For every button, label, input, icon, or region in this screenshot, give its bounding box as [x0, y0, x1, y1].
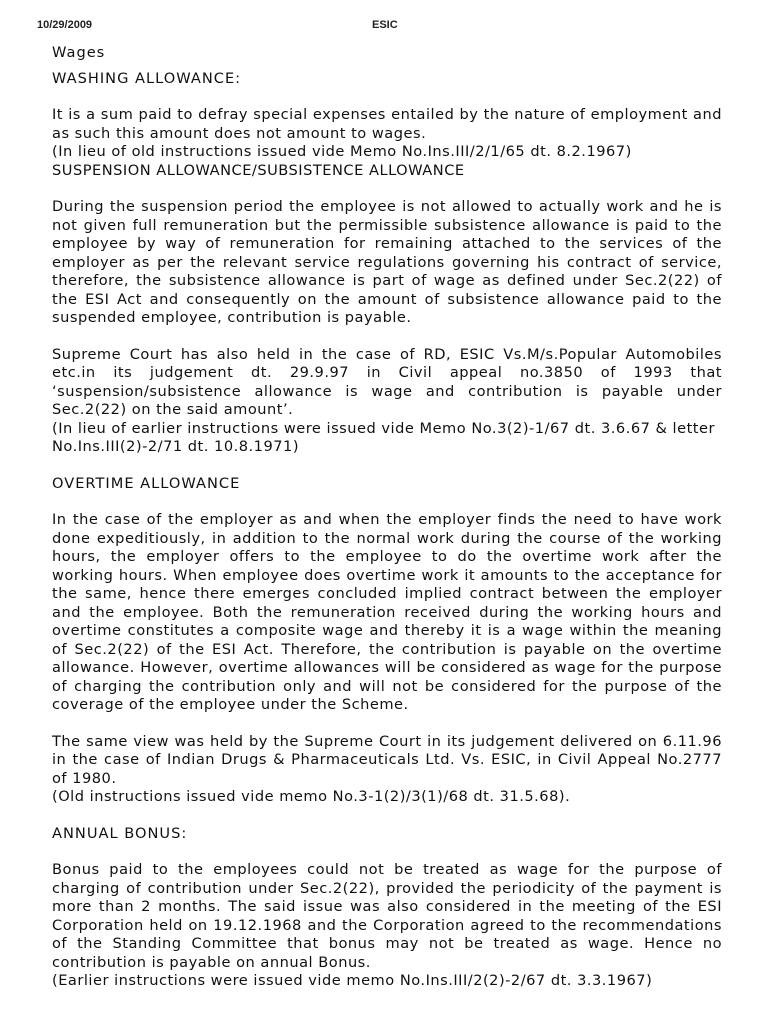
washing-allowance-heading: WASHING ALLOWANCE: [52, 69, 242, 87]
annual-bonus-note: (Earlier instructions were issued vide memo No.Ins.III/2(2)-2/67 dt. 3.3.1967) [52, 972, 653, 989]
overtime-allowance-heading: OVERTIME ALLOWANCE [52, 474, 241, 492]
header-date: 10/29/2009 [37, 19, 93, 31]
header-title: ESIC [372, 19, 398, 31]
document-body [52, 44, 722, 991]
suspension-allowance-body-2: Supreme Court has also held in the case of RD, ESIC Vs.M/s.Popular Automobiles etc.in its judgement dt. 29.9.97 in Civil appeal no.3850 of 1993 that ‘suspension/subsistence allowance is wage and contribution is payable under Sec.2(22) on the said amount’. [52, 345, 722, 418]
overtime-allowance-note: (Old instructions issued vide memo No.3-1(2)/3(1)/68 dt. 31.5.68). [52, 788, 571, 805]
wages-label: Wages [52, 44, 106, 61]
annual-bonus-heading: ANNUAL BONUS: [52, 824, 188, 842]
washing-allowance-body: It is a sum paid to defray special expenses entailed by the nature of employment and as such this amount does not amount to wages. [52, 106, 722, 142]
page-header [37, 19, 737, 35]
annual-bonus-body: Bonus paid to the employees could not be treated as wage for the purpose of charging of contribution under Sec.2(22), provided the periodicity of the payment is more than 2 months. The said issue was also considered in the meeting of the ESI Corporation held on 19.12.1968 and the Corporation agreed to the recommendations of the Standing Committee that bonus may not be treated as wage. Hence no contribution is payable on annual Bonus. [52, 861, 722, 971]
washing-allowance-note: (In lieu of old instructions issued vide Memo No.Ins.III/2/1/65 dt. 8.2.1967) [52, 143, 632, 160]
suspension-allowance-heading: SUSPENSION ALLOWANCE/SUBSISTENCE ALLOWANCE [52, 161, 465, 179]
overtime-allowance-body-1: In the case of the employer as and when the employer finds the need to have work done expeditiously, in addition to the normal work during the course of the working hours, the employer offers to the employee to do the overtime work after the working hours. When employee does overtime work it amounts to the acceptance for the same, hence there emerges concluded implied contract between the employer and the employee. Both the remuneration received during the working hours and overtime constitutes a composite wage and thereby it is a wage within the meaning of Sec.2(22) of the ESI Act. Therefore, the contribution is payable on the overtime allowance. However, overtime allowances will be considered as wage for the purpose of charging the contribution only and will not be considered for the purpose of the coverage of the employee under the Scheme. [52, 511, 722, 713]
overtime-allowance-body-2: The same view was held by the Supreme Court in its judgement delivered on 6.11.96 in the case of Indian Drugs & Pharmaceuticals Ltd. Vs. ESIC, in Civil Appeal No.2777 of 1980. [52, 732, 722, 787]
suspension-allowance-body-1: During the suspension period the employee is not allowed to actually work and he is not given full remuneration but the permissible subsistence allowance is paid to the employee by way of remuneration for remaining attached to the services of the employer as per the relevant service regulations governing his contract of service, therefore, the subsistence allowance is part of wage as defined under Sec.2(22) of the ESI Act and consequently on the amount of subsistence allowance paid to the suspended employee, contribution is payable. [52, 198, 722, 326]
suspension-allowance-note: (In lieu of earlier instructions were issued vide Memo No.3(2)-1/67 dt. 3.6.67 & letter No.Ins.III(2)-2/71 dt. 10.8.1971) [52, 419, 716, 455]
